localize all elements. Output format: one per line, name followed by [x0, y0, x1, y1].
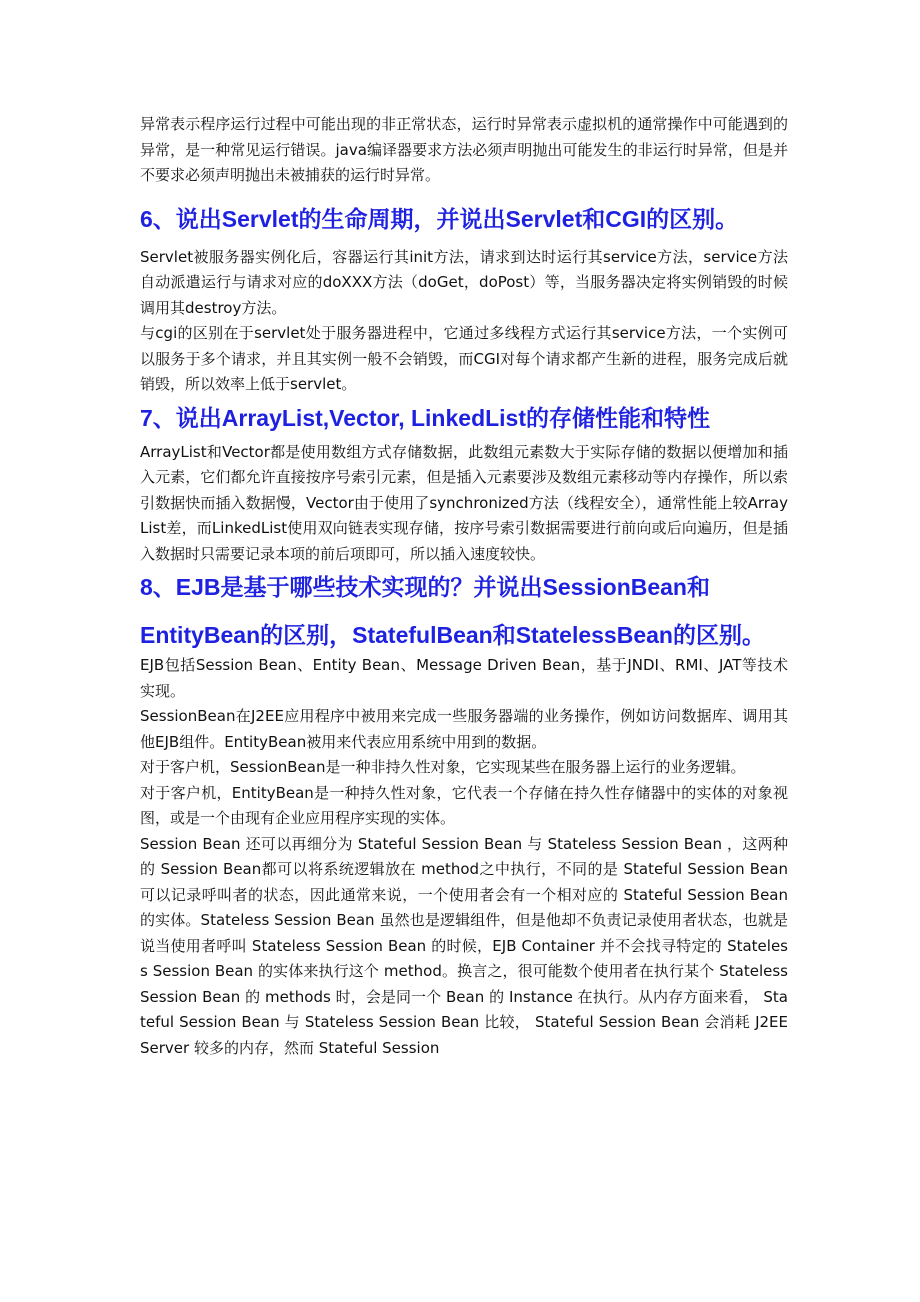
section-8-paragraph-2: SessionBean在J2EE应用程序中被用来完成一些服务器端的业务操作，例如访问数据库、调用其他EJB组件。EntityBean被用来代表应用系统中用到的数据。: [140, 707, 788, 751]
section-8-paragraph-5: Session Bean 还可以再细分为 Stateful Session Bean 与 Stateless Session Bean ，这两种的 Session Bean都可以将系统逻辑放在 method之中执行，不同的是 Stateful Session Bean 可以记录呼叫者的状态，因此通常来说，一个使用者会有一个相对应的 Stateful Session Bean 的实体。Stateless Session Bean 虽然也是逻辑组件，但是他却不负责记录使用者状态，也就是说当使用者呼叫 Stateless Session Bean 的时候，EJB Container 并不会找寻特定的 Stateless Session Bean 的实体来执行这个 method。换言之，很可能数个使用者在执行某个 Stateless Session Bean 的 methods 时，会是同一个 Bean 的 Instance 在执行。从内存方面来看， Stateful Session Bean 与 Stateless Session Bean 比较， Stateful Session Bean 会消耗 J2EE Server 较多的内存，然而 Stateful Session: [140, 834, 788, 1057]
section-6-paragraph-2: 与cgi的区别在于servlet处于服务器进程中，它通过多线程方式运行其service方法，一个实例可以服务于多个请求，并且其实例一般不会销毁，而CGI对每个请求都产生新的进程，服务完成后就销毁，所以效率上低于servlet。: [140, 324, 788, 393]
section-7-heading: 7、说出ArrayList,Vector, LinkedList的存储性能和特性: [140, 404, 711, 431]
section-8-paragraph-4: 对于客户机，EntityBean是一种持久性对象，它代表一个存储在持久性存储器中的实体的对象视图，或是一个由现有企业应用程序实现的实体。: [140, 783, 788, 827]
section-7-paragraph-1: ArrayList和Vector都是使用数组方式存储数据，此数组元素数大于实际存储的数据以便增加和插入元素，它们都允许直接按序号索引元素，但是插入元素要涉及数组元素移动等内存操作，所以索引数据快而插入数据慢，Vector由于使用了synchronized方法（线程安全），通常性能上较ArrayList差，而LinkedList使用双向链表实现存储，按序号索引数据需要进行前向或后向遍历，但是插入数据时只需要记录本项的前后项即可，所以插入速度较快。: [140, 442, 788, 563]
intro-paragraph: 异常表示程序运行过程中可能出现的非正常状态，运行时异常表示虚拟机的通常操作中可能遇到的异常，是一种常见运行错误。java编译器要求方法必须声明抛出可能发生的非运行时异常，但是并不要求必须声明抛出未被捕获的运行时异常。: [140, 115, 788, 184]
section-8-paragraph-1: EJB包括Session Bean、Entity Bean、Message Driven Bean，基于JNDI、RMI、JAT等技术实现。: [140, 656, 788, 700]
section-6-heading: 6、说出Servlet的生命周期，并说出Servlet和CGI的区别。: [140, 205, 739, 232]
section-8-heading: 8、EJB是基于哪些技术实现的？并说出SessionBean和EntityBean的区别，StatefulBean和StatelessBean的区别。: [140, 574, 765, 648]
section-8-paragraph-3: 对于客户机，SessionBean是一种非持久性对象，它实现某些在服务器上运行的业务逻辑。: [140, 758, 746, 776]
section-6-paragraph-1: Servlet被服务器实例化后，容器运行其init方法，请求到达时运行其service方法，service方法自动派遣运行与请求对应的doXXX方法（doGet，doPost）等，当服务器决定将实例销毁的时候调用其destroy方法。: [140, 247, 788, 317]
document-page: [140, 112, 788, 1061]
